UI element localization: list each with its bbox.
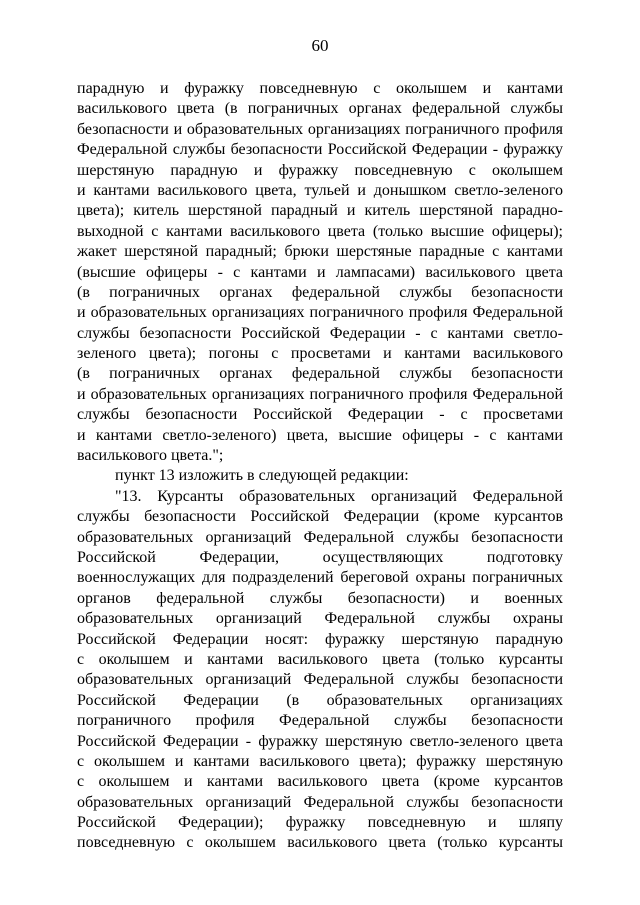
text-line: с околышем и кантами василькового цвета (кроме курсантов	[77, 773, 563, 791]
page-number: 60	[311, 36, 329, 55]
text-line: Федеральной службы безопасности Российской Федерации - фуражку	[77, 141, 563, 159]
text-line: парадную и фуражку повседневную с околышем и кантами	[77, 80, 563, 97]
text-line: службы безопасности Российской Федерации - с просветами	[77, 406, 563, 424]
text-line: зеленого цвета); погоны с просветами и кантами василькового	[77, 345, 563, 363]
text-line: Российской Федерации носят: фуражку шерстяную парадную	[77, 630, 563, 648]
text-line: пограничного профиля Федеральной службы безопасности	[77, 712, 563, 730]
text-line: и образовательных организациях пограничного профиля Федеральной	[77, 385, 563, 403]
text-line: безопасности и образовательных организациях пограничного профиля	[77, 120, 563, 138]
text-line: Российской Федерации); фуражку повседневную и шляпу	[77, 814, 563, 832]
text-line: "13. Курсанты образовательных организаций Федеральной	[115, 487, 563, 505]
text-line: василькового цвета (в пограничных органах федеральной службы	[77, 100, 563, 118]
text-line: образовательных организаций Федеральной службы безопасности	[77, 793, 563, 811]
text-line: службы безопасности Российской Федерации - с кантами светло-	[77, 324, 563, 342]
text-line: (в пограничных органах федеральной службы безопасности	[77, 283, 563, 301]
text-line: выходной с кантами василькового цвета (только высшие офицеры);	[77, 222, 563, 240]
text-line: и кантами светло-зеленого) цвета, высшие офицеры - с кантами	[77, 426, 563, 444]
text-line: и образовательных организациях пограничного профиля Федеральной	[77, 304, 563, 322]
text-line: органов федеральной службы безопасности) и военных	[77, 589, 563, 607]
text-line: службы безопасности Российской Федерации (кроме курсантов	[77, 508, 563, 526]
document-body	[77, 79, 563, 854]
text-line: образовательных организаций Федеральной службы охраны	[77, 610, 563, 628]
text-line: (высшие офицеры - с кантами и лампасами) василькового цвета	[77, 263, 563, 281]
text-line: военнослужащих для подразделений береговой охраны пограничных	[77, 569, 563, 587]
text-line: с околышем и кантами василькового цвета); фуражку шерстяную	[77, 752, 563, 770]
text-line: повседневную с околышем василькового цвета (только курсанты	[77, 834, 563, 852]
text-line: жакет шерстяной парадный; брюки шерстяные парадные с кантами	[77, 243, 563, 261]
text-line: образовательных организаций Федеральной службы безопасности	[77, 671, 563, 689]
text-line: Российской Федерации, осуществляющих подготовку	[77, 548, 563, 566]
text-line: Российской Федерации - фуражку шерстяную светло-зеленого цвета	[77, 732, 563, 750]
text-line: (в пограничных органах федеральной службы безопасности	[77, 365, 563, 383]
text-line: Российской Федерации (в образовательных организациях	[77, 691, 563, 709]
text-line: василькового цвета.";	[77, 447, 224, 465]
text-line: образовательных организаций Федеральной службы безопасности	[77, 528, 563, 546]
text-line: пункт 13 изложить в следующей редакции:	[115, 467, 409, 485]
text-line: с околышем и кантами василькового цвета (только курсанты	[77, 650, 563, 668]
text-line: цвета); китель шерстяной парадный и китель шерстяной парадно-	[77, 202, 563, 220]
text-line: шерстяную парадную и фуражку повседневную с околышем	[77, 161, 563, 179]
text-line: и кантами василькового цвета, тульей и донышком светло-зеленого	[77, 181, 563, 199]
